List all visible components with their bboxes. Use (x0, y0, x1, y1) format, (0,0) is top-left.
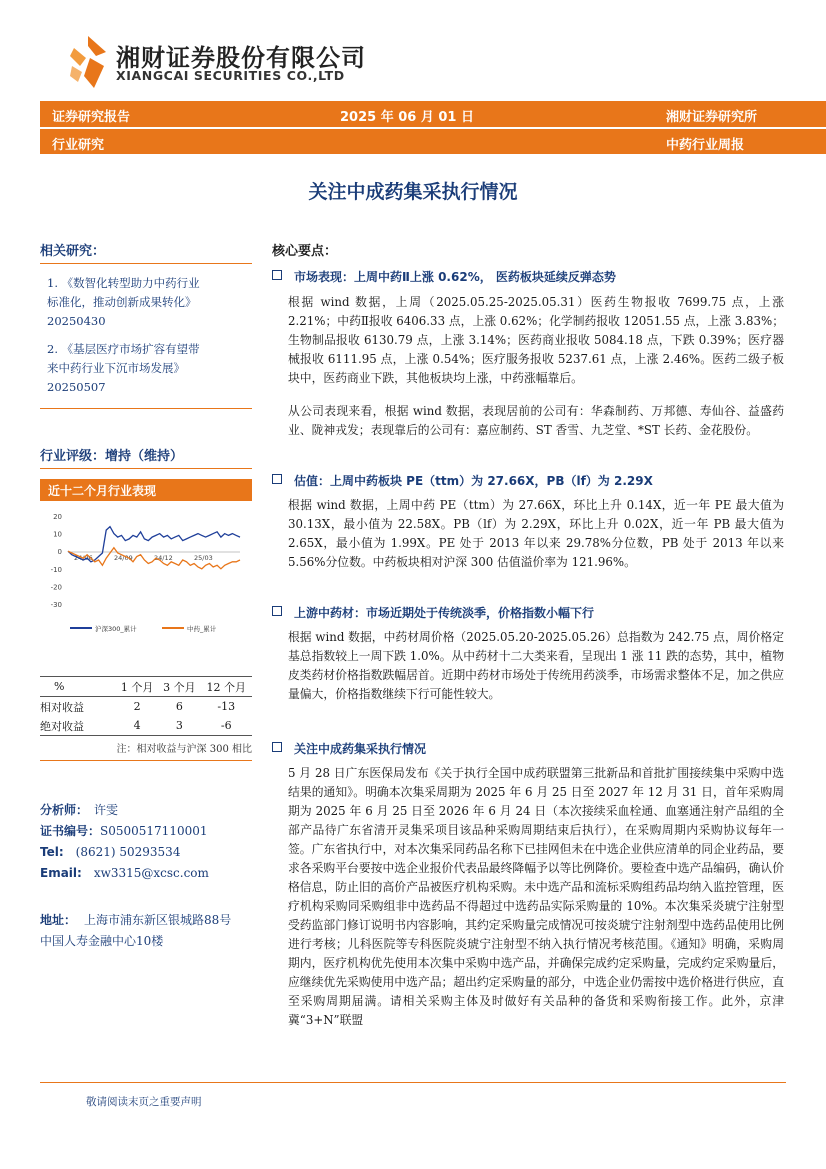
paragraph: 从公司表现来看，根据 wind 数据，表现居前的公司有：华森制药、万邦德、寿仙谷、益盛药业、陇神戎发；表现靠后的公司有：嘉应制药、ST 香雪、九芝堂、*ST 长药、金花股份。 (288, 404, 784, 437)
y-tick-label: -10 (50, 565, 62, 574)
table-header: 3 个月 (158, 677, 200, 697)
table-cell: 相对收益 (40, 700, 84, 714)
tel-label: Tel: (40, 845, 64, 859)
table-header-row (40, 677, 252, 697)
report-series: 中药行业周报 (666, 138, 745, 153)
footer-divider (40, 1082, 786, 1083)
table-cell: 2 (133, 700, 141, 713)
table-header: % (40, 677, 116, 697)
cert-value: S0500517110001 (100, 824, 208, 838)
performance-heading: 近十二个月行业表现 (48, 484, 157, 498)
analyst-label: 分析师： (40, 803, 89, 817)
table-cell: -13 (217, 700, 236, 713)
table-note: 注：相对收益与沪深 300 相比 (116, 744, 252, 755)
section-heading: 关注中成药集采执行情况 (272, 740, 426, 757)
key-points-heading: 核心要点： (272, 244, 338, 259)
legend-label: 沪深300_累计 (95, 625, 137, 633)
section-heading: 市场表现：上周中药Ⅱ上涨 0.62%， 医药板块延续反弹态势 (272, 268, 616, 285)
table-cell: 3 (158, 716, 200, 736)
checkbox-square-icon (272, 742, 282, 752)
address-label: 地址： (40, 913, 77, 927)
related-item: 1. 《数智化转型助力中药行业 标准化，推动创新成果转化》 20250430 (47, 276, 200, 328)
email-label: Email: (40, 866, 82, 880)
report-type: 证券研究报告 (52, 110, 131, 125)
legend-label: 中药_累计 (187, 625, 217, 633)
related-item: 2. 《基层医疗市场扩容有望带 来中药行业下沉市场发展》 20250507 (47, 342, 200, 394)
page-title: 关注中成药集采执行情况 (308, 181, 518, 203)
table-cell: 6 (175, 700, 183, 713)
paragraph: 根据 wind 数据，中药材周价格（2025.05.20-2025.05.26）总指数为 242.75 点，周价格定基总指数较上一周下跌 1.0%。从中药材十二大类来看，呈现出 1 涨 11 跌的态势，其中，植物皮类药材价格指数跌幅居首。近期中药材市场处于传统用药淡季，市场需求整体不足，加之供应量偏大，价格指数继续下行可能性较大。 (288, 630, 784, 701)
address-info (40, 910, 252, 952)
address-line: 中国人寿金融中心10楼 (40, 934, 164, 948)
header-band-bottom (40, 129, 826, 154)
x-tick-label: 24/12 (154, 554, 173, 563)
cert-label: 证书编号： (40, 824, 101, 838)
email-link[interactable]: xw3315@xcsc.com (93, 866, 209, 880)
footer-disclaimer: 敬请阅读末页之重要声明 (86, 1096, 202, 1108)
table-cell: -6 (201, 716, 252, 736)
divider (40, 760, 252, 761)
table-row (40, 716, 252, 736)
divider (40, 468, 252, 469)
company-name-en: XIANGCAI SECURITIES CO.,LTD (116, 68, 345, 83)
x-tick-label: 24/06 (74, 554, 93, 563)
tel-value: (8621) 50293534 (75, 845, 181, 859)
report-date: 2025 年 06 月 01 日 (340, 110, 474, 125)
table-header: 12 个月 (201, 677, 252, 697)
checkbox-square-icon (272, 270, 282, 280)
performance-heading-bar (40, 479, 252, 501)
y-tick-label: -20 (50, 583, 62, 592)
header-band-top (40, 101, 826, 127)
table-row (40, 697, 252, 717)
performance-chart (40, 506, 252, 641)
analyst-name: 许雯 (94, 803, 119, 817)
y-tick-label: 10 (53, 530, 62, 539)
y-tick-label: 20 (53, 513, 62, 521)
section-heading: 估值：上周中药板块 PE（ttm）为 27.66X，PB（lf）为 2.29X (272, 472, 653, 489)
y-tick-label: -30 (50, 601, 62, 609)
address-line: 上海市浦东新区银城路88号 (84, 913, 232, 927)
table-header: 1 个月 (116, 677, 158, 697)
section-heading: 上游中药材：市场近期处于传统淡季，价格指数小幅下行 (272, 604, 594, 621)
paragraph: 根据 wind 数据，上周中药 PE（ttm）为 27.66X，环比上升 0.14X，近一年 PE 最大值为 30.13X，最小值为 22.58X。PB（lf）为 2.29X，环比上升 0.02X，近一年 PB 最大值为 2.65X，最小值为 1.99X。PE 处于 2013 年以来 29.78%分位数，PB 处于 2013 年以来 5.56%分位数。中药板块相对沪深 300 估值溢价率为 121.96%。 (288, 498, 784, 569)
report-category: 行业研究 (52, 138, 105, 153)
analyst-info (40, 800, 252, 884)
checkbox-square-icon (272, 474, 282, 484)
company-logo-icon (70, 36, 106, 88)
related-research-heading: 相关研究： (40, 244, 106, 259)
x-tick-label: 24/09 (114, 554, 133, 563)
y-tick-label: 0 (57, 548, 62, 557)
divider (40, 263, 252, 264)
table-cell: 绝对收益 (40, 716, 116, 736)
paragraph: 根据 wind 数据，上周（2025.05.25-2025.05.31）医药生物报收 7699.75 点，上涨 2.21%；中药Ⅱ报收 6406.33 点，上涨 0.62%；化学制药报收 12051.55 点，上涨 3.83%；生物制品报收 6130.79 点，上涨 3.14%；医药商业报收 5084.18 点，下跌 0.39%；医疗器械报收 6111.95 点，上涨 0.54%；医疗服务报收 5237.61 点，上涨 2.46%。医药二级子板块中，医药商业下跌，其他板块均上涨，中药涨幅靠后。 (288, 295, 784, 385)
performance-table (40, 676, 252, 736)
institute-name: 湘财证券研究所 (666, 110, 758, 125)
paragraph: 5 月 28 日广东医保局发布《关于执行全国中成药联盟第三批新品和首批扩围接续集中采购中选结果的通知》。明确本次集采周期为 2025 年 6 月 25 日至 2027 年 12 月 31 日，首年采购周期为 2025 年 6 月 25 日至 2026 年 6 月 24 日（本次接续采血栓通、血塞通注射产品组的全部产品待广东省清开灵集采项目该品种采购周期结束后执行），在采购周期内采购协议每年一签。广东省执行中，对本次集采同药品名称下已挂网但未在中选企业供应清单的同企业药品，要求各采购平台要按中选企业报价代表品最终降幅予以等比例降价。要检查中选产品编码，确认价格信息，防止旧的高价产品被医疗机构采购。未中选产品和流标采购组药品均纳入监控管理，医疗机构采购同采购组非中选药品不得超过中选药品实际采购量的 10%。本次集采炎琥宁注射型受药监部门修订说明书内容影响，其约定采购量完成情况可按炎琥宁注射剂型中选药品使用比例进行考核；儿科医院等专科医院炎琥宁注射型不纳入执行情况考核范围。《通知》明确，采购周期内，医疗机构优先使用本次集中采购中选产品，并确保完成约定采购量，完成约定采购量后，应继续优先采购使用中选产品；超出约定采购量的部分，中选企业仍需按中选价格进行供应，直至采购周期届满。请相关采购主体及时做好有关品种的备货和采购衔接工作。此外，京津冀“3+N”联盟 (288, 766, 784, 1027)
divider (40, 408, 252, 409)
table-cell: 4 (116, 716, 158, 736)
x-tick-label: 25/03 (194, 554, 213, 563)
checkbox-square-icon (272, 606, 282, 616)
industry-rating: 行业评级：增持（维持） (40, 449, 184, 464)
company-name-cn: 湘财证券股份有限公司 (116, 44, 366, 72)
